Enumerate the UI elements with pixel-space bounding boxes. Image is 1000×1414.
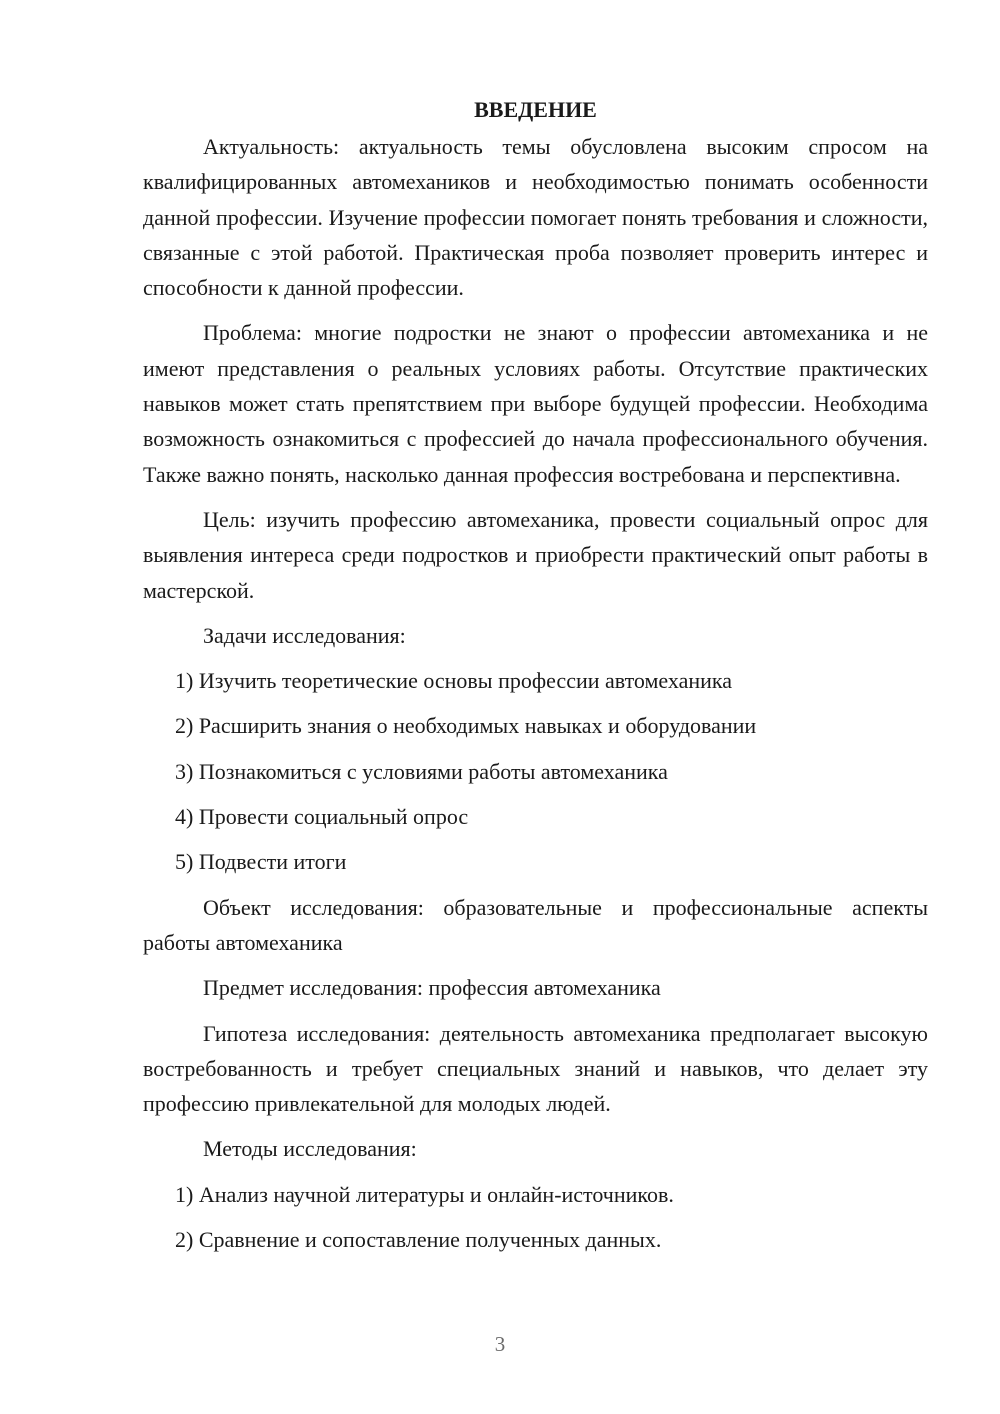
tasks-heading: Задачи исследования: [203, 622, 406, 648]
hypothesis-paragraph: Гипотеза исследования: деятельность автомеханика предполагает высокую востребованность и требует специальных знаний и навыков, что делает эту профессию привлекательной для молодых людей. [143, 1020, 928, 1117]
goal-paragraph: Цель: изучить профессию автомеханика, провести социальный опрос для выявления интереса среди подростков и приобрести практический опыт работы в мастерской. [143, 506, 928, 603]
page-title: ВВЕДЕНИЕ [474, 97, 597, 122]
object-paragraph: Объект исследования: образовательные и профессиональные аспекты работы автомеханика [143, 894, 928, 955]
document-page [143, 92, 928, 1267]
problem-paragraph: Проблема: многие подростки не знают о профессии автомеханика и не имеют представления о реальных условиях работы. Отсутствие практических навыков может стать препятствием при выборе будущей профессии. Необходима возможность ознакомиться с профессией до начала профессионального обучения. Также важно понять, насколько данная профессия востребована и перспективна. [143, 320, 928, 487]
task-item: 2) Расширить знания о необходимых навыках и оборудовании [175, 713, 757, 739]
methods-heading: Методы исследования: [203, 1136, 417, 1162]
page-number: 3 [494, 1332, 506, 1356]
subject-line: Предмет исследования: профессия автомеханика [203, 975, 661, 1001]
task-item: 5) Подвести итоги [175, 849, 347, 875]
method-item: 1) Анализ научной литературы и онлайн-источников. [175, 1181, 674, 1207]
relevance-paragraph: Актуальность: актуальность темы обусловлена высоким спросом на квалифицированных автомехаников и необходимостью понимать особенности данной профессии. Изучение профессии помогает понять требования и сложности, связанные с этой работой. Практическая проба позволяет проверить интерес и способности к данной профессии. [143, 134, 928, 301]
task-item: 3) Познакомиться с условиями работы автомеханика [175, 758, 668, 784]
task-item: 4) Провести социальный опрос [175, 804, 469, 830]
task-item: 1) Изучить теоретические основы профессии автомеханика [175, 668, 733, 694]
method-item: 2) Сравнение и сопоставление полученных данных. [175, 1227, 662, 1253]
